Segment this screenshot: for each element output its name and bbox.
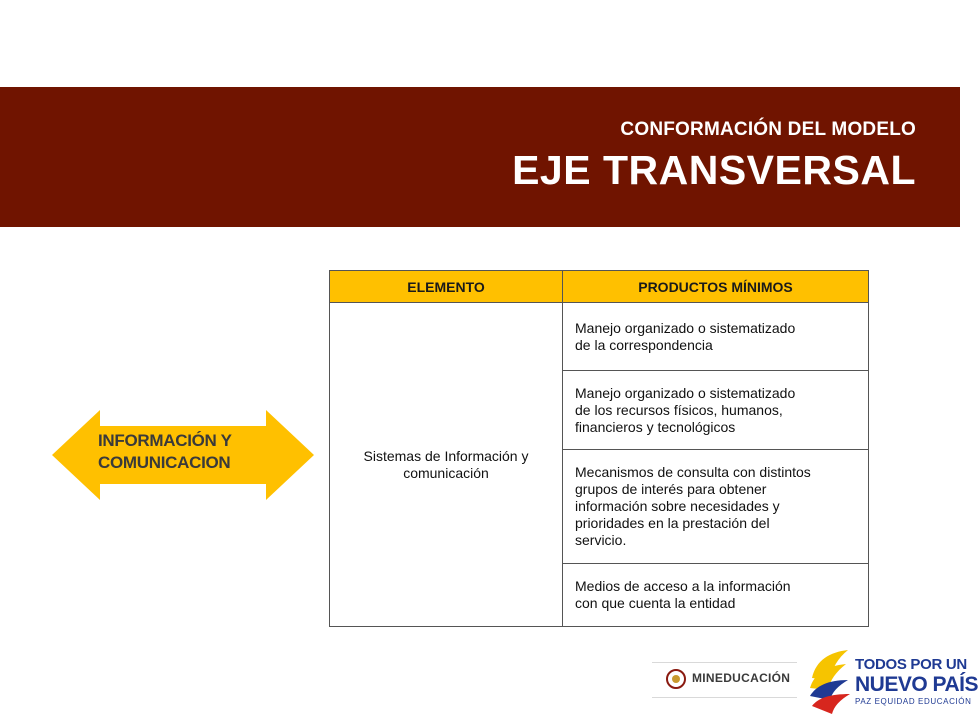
- product-line: servicio.: [575, 532, 627, 548]
- arrow-label: [98, 430, 268, 474]
- table-row: [330, 303, 869, 371]
- tpn-line1: TODOS POR UN: [855, 656, 967, 673]
- tpn-line3: PAZ EQUIDAD EDUCACIÓN: [855, 697, 972, 706]
- header-element: ELEMENTO: [330, 271, 563, 303]
- product-line: grupos de interés para obtener: [575, 481, 767, 497]
- tpn-line2: NUEVO PAÍS: [855, 673, 978, 696]
- product-line: Mecanismos de consulta con distintos: [575, 464, 811, 480]
- colombia-flag-icon: [808, 648, 853, 716]
- product-line: de la correspondencia: [575, 336, 713, 353]
- arrow-label-line2: COMUNICACION: [98, 453, 231, 472]
- seal-center-icon: [672, 675, 680, 683]
- element-cell: Sistemas de Información y comunicación: [330, 303, 563, 627]
- product-cell: [563, 450, 869, 564]
- product-cell: [563, 371, 869, 450]
- header-products: PRODUCTOS MÍNIMOS: [563, 271, 869, 303]
- product-cell: [563, 303, 869, 371]
- product-cell: [563, 564, 869, 627]
- table-header-row: [330, 271, 869, 303]
- product-line: Manejo organizado o sistematizado: [575, 319, 796, 336]
- product-line: información sobre necesidades y: [575, 498, 780, 514]
- products-table: [329, 270, 869, 627]
- header-subtitle: CONFORMACIÓN DEL MODELO: [620, 119, 916, 140]
- mineducacion-text: MINEDUCACIÓN: [692, 671, 791, 685]
- product-line: de los recursos físicos, humanos,: [575, 401, 783, 418]
- product-line: financieros y tecnológicos: [575, 418, 736, 435]
- product-line: prioridades en la prestación del: [575, 515, 770, 531]
- arrow-label-line1: INFORMACIÓN Y: [98, 431, 232, 450]
- product-line: Medios de acceso a la información: [575, 578, 791, 594]
- header-title: EJE TRANSVERSAL: [512, 147, 916, 193]
- product-line: Manejo organizado o sistematizado: [575, 384, 796, 401]
- product-line: con que cuenta la entidad: [575, 595, 736, 611]
